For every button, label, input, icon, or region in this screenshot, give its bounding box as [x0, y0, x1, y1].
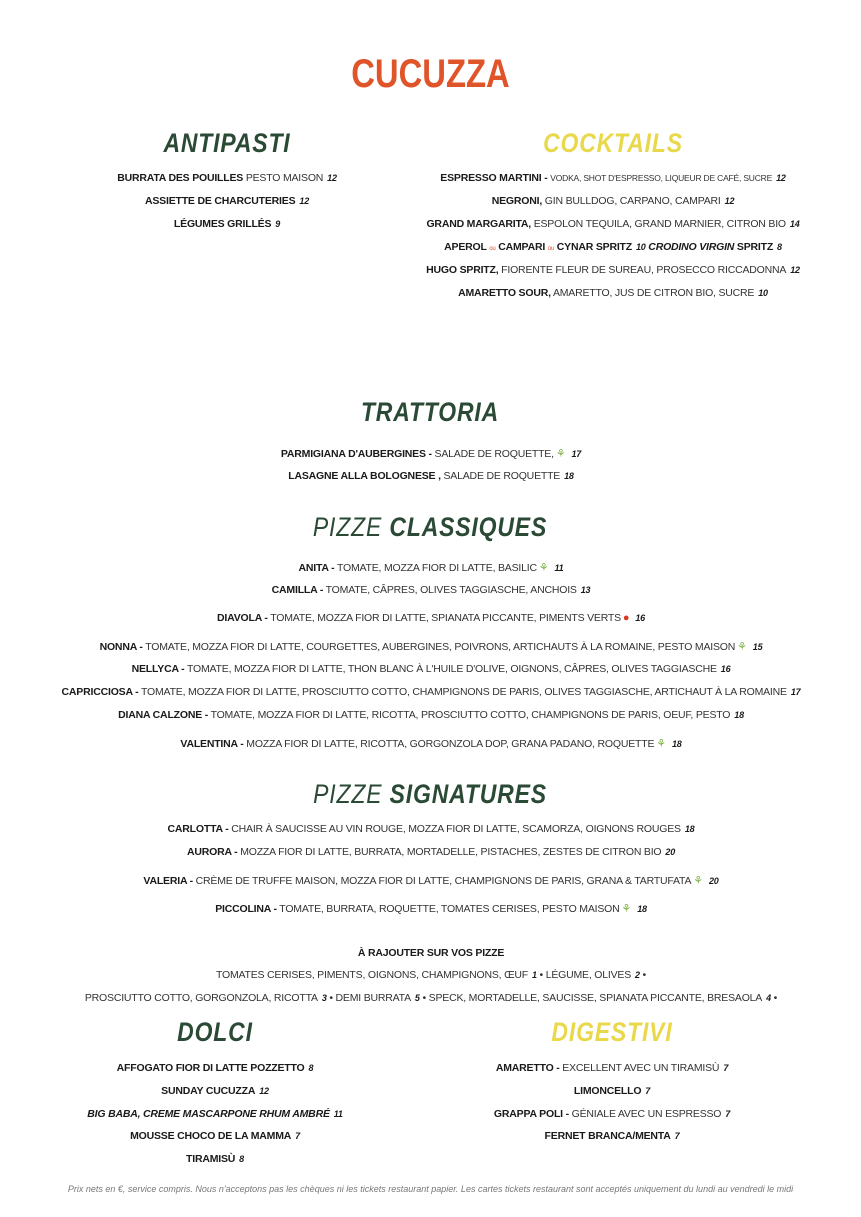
price: 18 [637, 904, 647, 914]
item-name: NONNA - [99, 641, 143, 653]
price: 7 [674, 1131, 680, 1141]
heading-light: PIZZE [312, 512, 390, 542]
item-description: TOMATE, CÂPRES, OLIVES TAGGIASCHE, ANCHOIS [323, 584, 577, 596]
price: 9 [275, 219, 281, 229]
item-name: BURRATA DES POUILLES [117, 172, 244, 184]
classiques-item [62, 686, 801, 698]
footer-note: Prix nets en €, service compris. Nous n'acceptons pas les chèques ni les tickets restaurant papier. Les cartes tickets restaurant sont acceptés uniquement du lundi au vendredi le midi [67, 1184, 794, 1194]
item-name: GRAPPA POLI - [493, 1108, 569, 1120]
item-name: TIRAMISÙ [186, 1153, 236, 1165]
classiques-item [299, 561, 564, 574]
item-description: TOMATE, MOZZA FIOR DI LATTE, THON BLANC À L'HUILE D'OLIVE, OIGNONS, CÂPRES, OLIVES TAGGIASCHE [184, 663, 717, 675]
item-name: CRODINO VIRGIN [645, 241, 735, 253]
dolci-item [117, 1062, 314, 1074]
item-name: VALENTINA - [180, 738, 244, 750]
price: 12 [299, 196, 310, 206]
item-name: SPRITZ [734, 241, 774, 253]
item-name: ANITA - [298, 562, 335, 574]
item-description: TOMATE, MOZZA FIOR DI LATTE, PROSCIUTTO COTTO, CHAMPIGNONS DE PARIS, OLIVES TAGGIASCHE, ARTICHAUT À LA ROMAINE [138, 686, 787, 698]
price: 4 [766, 993, 771, 1003]
antipasti-item [145, 195, 309, 207]
cocktails-item [492, 195, 735, 207]
classiques-item [272, 584, 591, 596]
heading-pizze-classiques [303, 512, 558, 543]
price: 7 [645, 1086, 651, 1096]
item-name: CYNAR SPRITZ [554, 241, 632, 253]
item-description: TOMATES CERISES, PIMENTS, OIGNONS, CHAMPIGNONS, ŒUF [215, 969, 528, 981]
digestivi-item [545, 1130, 680, 1142]
item-description: GIN BULLDOG, CARPANO, CAMPARI [542, 195, 721, 207]
item-name: LASAGNE ALLA BOLOGNESE , [288, 470, 441, 482]
price: 14 [789, 219, 800, 229]
item-name: HUGO SPRITZ, [426, 264, 499, 276]
item-description: ou [489, 246, 496, 252]
classiques-item [132, 663, 731, 675]
item-name: DIAVOLA - [217, 612, 268, 624]
item-name: À RAJOUTER SUR VOS PIZZE [357, 947, 505, 959]
price: 8 [777, 242, 782, 252]
heading-dolci: DOLCI [177, 1017, 253, 1047]
trattoria-item [281, 447, 581, 460]
price: 11 [333, 1109, 343, 1119]
item-description: TOMATE, MOZZA FIOR DI LATTE, COURGETTES, AUBERGINES, POIVRONS, ARTICHAUTS À LA ROMAINE, PESTO MAISON [142, 641, 736, 653]
item-name: DIANA CALZONE - [118, 709, 209, 721]
price: 12 [776, 173, 786, 183]
digestivi-item [574, 1085, 650, 1097]
item-description: ESPOLON TEQUILA, GRAND MARNIER, CITRON BIO [530, 218, 786, 230]
item-description: EXCELLENT AVEC UN TIRAMISÙ [559, 1062, 720, 1074]
leaf-icon: ⚘ [538, 562, 549, 574]
item-name: LIMONCELLO [573, 1085, 642, 1097]
price: 12 [259, 1086, 269, 1096]
chili-icon: ● [622, 612, 630, 624]
item-name: SUNDAY CUCUZZA [161, 1085, 256, 1097]
item-name: NELLYCA - [131, 663, 185, 675]
price: 3 [321, 993, 327, 1003]
item-description: SALADE DE ROQUETTE [440, 470, 561, 482]
price: 17 [571, 449, 582, 459]
item-description: TOMATE, BURRATA, ROQUETTE, TOMATES CERISES, PESTO MAISON [276, 903, 620, 915]
price: 20 [665, 847, 676, 857]
leaf-icon: ⚘ [693, 875, 703, 887]
cocktails-item [444, 241, 782, 253]
item-description: VODKA, SHOT D'ESPRESSO, LIQUEUR DE CAFÉ, SUCRE [550, 173, 773, 183]
dolci-item [87, 1108, 342, 1120]
price: 7 [725, 1109, 731, 1119]
heading-bold: SIGNATURES [389, 779, 547, 809]
item-description: MOZZA FIOR DI LATTE, BURRATA, MORTADELLE, PISTACHES, ZESTES DE CITRON BIO [237, 846, 662, 858]
price: 5 [414, 993, 420, 1003]
price: 2 [635, 970, 640, 980]
classiques-item [180, 737, 681, 750]
item-name: ESPRESSO MARTINI - [440, 172, 551, 184]
signatures-item [215, 902, 647, 915]
item-name: ASSIETTE DE CHARCUTERIES [144, 195, 296, 207]
item-description: • [770, 992, 778, 1004]
item-description: TOMATE, MOZZA FIOR DI LATTE, RICOTTA, PROSCIUTTO COTTO, CHAMPIGNONS DE PARIS, OEUF, PESTO [208, 709, 731, 721]
leaf-icon: ⚘ [621, 903, 632, 915]
heading-light: PIZZE [313, 779, 390, 809]
price: 20 [708, 876, 719, 886]
item-name: CARLOTTA - [167, 823, 229, 835]
price: 1 [531, 970, 537, 980]
item-description: FIORENTE FLEUR DE SUREAU, PROSECCO RICCADONNA [498, 264, 787, 276]
item-description: CHAIR À SAUCISSE AU VIN ROUGE, MOZZA FIOR DI LATTE, SCAMORZA, OIGNONS ROUGES [228, 823, 681, 835]
price: 18 [684, 824, 695, 834]
price: 8 [239, 1154, 244, 1164]
item-name: AMARETTO SOUR, [458, 287, 551, 299]
price: 16 [635, 613, 645, 623]
signatures-item [168, 823, 695, 835]
item-name: AURORA - [186, 846, 238, 858]
classiques-item [100, 640, 763, 653]
leaf-icon: ⚘ [555, 448, 566, 460]
item-name: NEGRONI, [491, 195, 543, 207]
item-description: MOZZA FIOR DI LATTE, RICOTTA, GORGONZOLA DOP, GRANA PADANO, ROQUETTE [243, 738, 655, 750]
item-description: PROSCIUTTO COTTO, GORGONZOLA, RICOTTA [84, 992, 318, 1004]
item-name: VALERIA - [143, 875, 193, 887]
cocktails-item [458, 287, 768, 299]
item-description: • SPECK, MORTADELLE, SAUCISSE, SPIANATA PICCANTE, BRESAOLA [419, 992, 763, 1004]
item-description: • DEMI BURRATA [326, 992, 411, 1004]
digestivi-item [496, 1062, 728, 1074]
item-name: CAPRICCIOSA - [61, 686, 139, 698]
price: 15 [752, 642, 763, 652]
restaurant-title: CUCUZZA [351, 52, 510, 96]
price: 12 [327, 173, 337, 183]
price: 17 [790, 687, 801, 697]
price: 13 [580, 585, 591, 595]
cocktails-item [426, 218, 799, 230]
heading-digestivi: DIGESTIVI [551, 1017, 673, 1047]
item-description: GÉNIALE AVEC UN ESPRESSO [568, 1108, 722, 1120]
digestivi-item [494, 1108, 730, 1120]
price: 11 [554, 563, 564, 573]
dolci-item [186, 1153, 244, 1165]
supplements-item [358, 947, 504, 959]
item-description: PESTO MAISON [243, 172, 324, 184]
price: 18 [671, 739, 682, 749]
price: 18 [564, 471, 574, 481]
dolci-item [130, 1130, 300, 1142]
item-name: LÉGUMES GRILLÉS [173, 218, 272, 230]
cocktails-item [426, 264, 800, 276]
item-name: AFFOGATO FIOR DI LATTE POZZETTO [116, 1062, 305, 1074]
cocktails-item [440, 172, 785, 184]
item-name: APEROL [444, 241, 490, 253]
price: 12 [724, 196, 735, 206]
heading-trattoria: TRATTORIA [360, 397, 500, 427]
price: 12 [790, 265, 800, 275]
price: 10 [758, 288, 768, 298]
item-description: AMARETTO, JUS DE CITRON BIO, SUCRE [550, 287, 755, 299]
heading-antipasti: ANTIPASTI [163, 128, 291, 158]
item-description: TOMATE, MOZZA FIOR DI LATTE, SPIANATA PICCANTE, PIMENTS VERTS [267, 612, 621, 624]
item-name: GRAND MARGARITA, [426, 218, 531, 230]
trattoria-item [288, 470, 573, 482]
price: 8 [308, 1063, 314, 1073]
price: 7 [295, 1131, 300, 1141]
antipasti-item [174, 218, 280, 230]
item-description: ou [547, 246, 555, 252]
heading-bold: CLASSIQUES [389, 512, 548, 542]
item-description: SALADE DE ROQUETTE, [431, 448, 554, 460]
supplements-item [85, 992, 777, 1004]
classiques-item [217, 612, 645, 624]
antipasti-item [117, 172, 337, 184]
item-name: BIG BABA, CREME MASCARPONE RHUM AMBRÉ [87, 1108, 330, 1120]
signatures-item [187, 846, 675, 858]
item-name: FERNET BRANCA/MENTA [544, 1130, 671, 1142]
item-name: CAMPARI [495, 241, 548, 253]
item-name: AMARETTO - [495, 1062, 560, 1074]
item-name: CAMILLA - [271, 584, 324, 596]
item-description: CRÈME DE TRUFFE MAISON, MOZZA FIOR DI LATTE, CHAMPIGNONS DE PARIS, GRANA & TARTUFATA [192, 875, 692, 887]
price: 16 [720, 664, 731, 674]
heading-pizze-signatures [303, 779, 558, 810]
leaf-icon: ⚘ [656, 738, 666, 750]
item-name: PICCOLINA - [215, 903, 277, 915]
item-description: • LÉGUME, OLIVES [536, 969, 632, 981]
leaf-icon: ⚘ [737, 641, 747, 653]
classiques-item [118, 709, 744, 721]
item-name: PARMIGIANA D'AUBERGINES - [280, 448, 432, 460]
dolci-item [161, 1085, 269, 1097]
item-description: • [639, 969, 647, 981]
heading-cocktails: COCKTAILS [543, 128, 683, 158]
price: 7 [723, 1063, 729, 1073]
signatures-item [143, 874, 718, 887]
supplements-item [216, 969, 646, 981]
item-name: MOUSSE CHOCO DE LA MAMMA [130, 1130, 292, 1142]
price: 10 [635, 242, 646, 252]
item-description: TOMATE, MOZZA FIOR DI LATTE, BASILIC [334, 562, 537, 574]
price: 18 [734, 710, 744, 720]
